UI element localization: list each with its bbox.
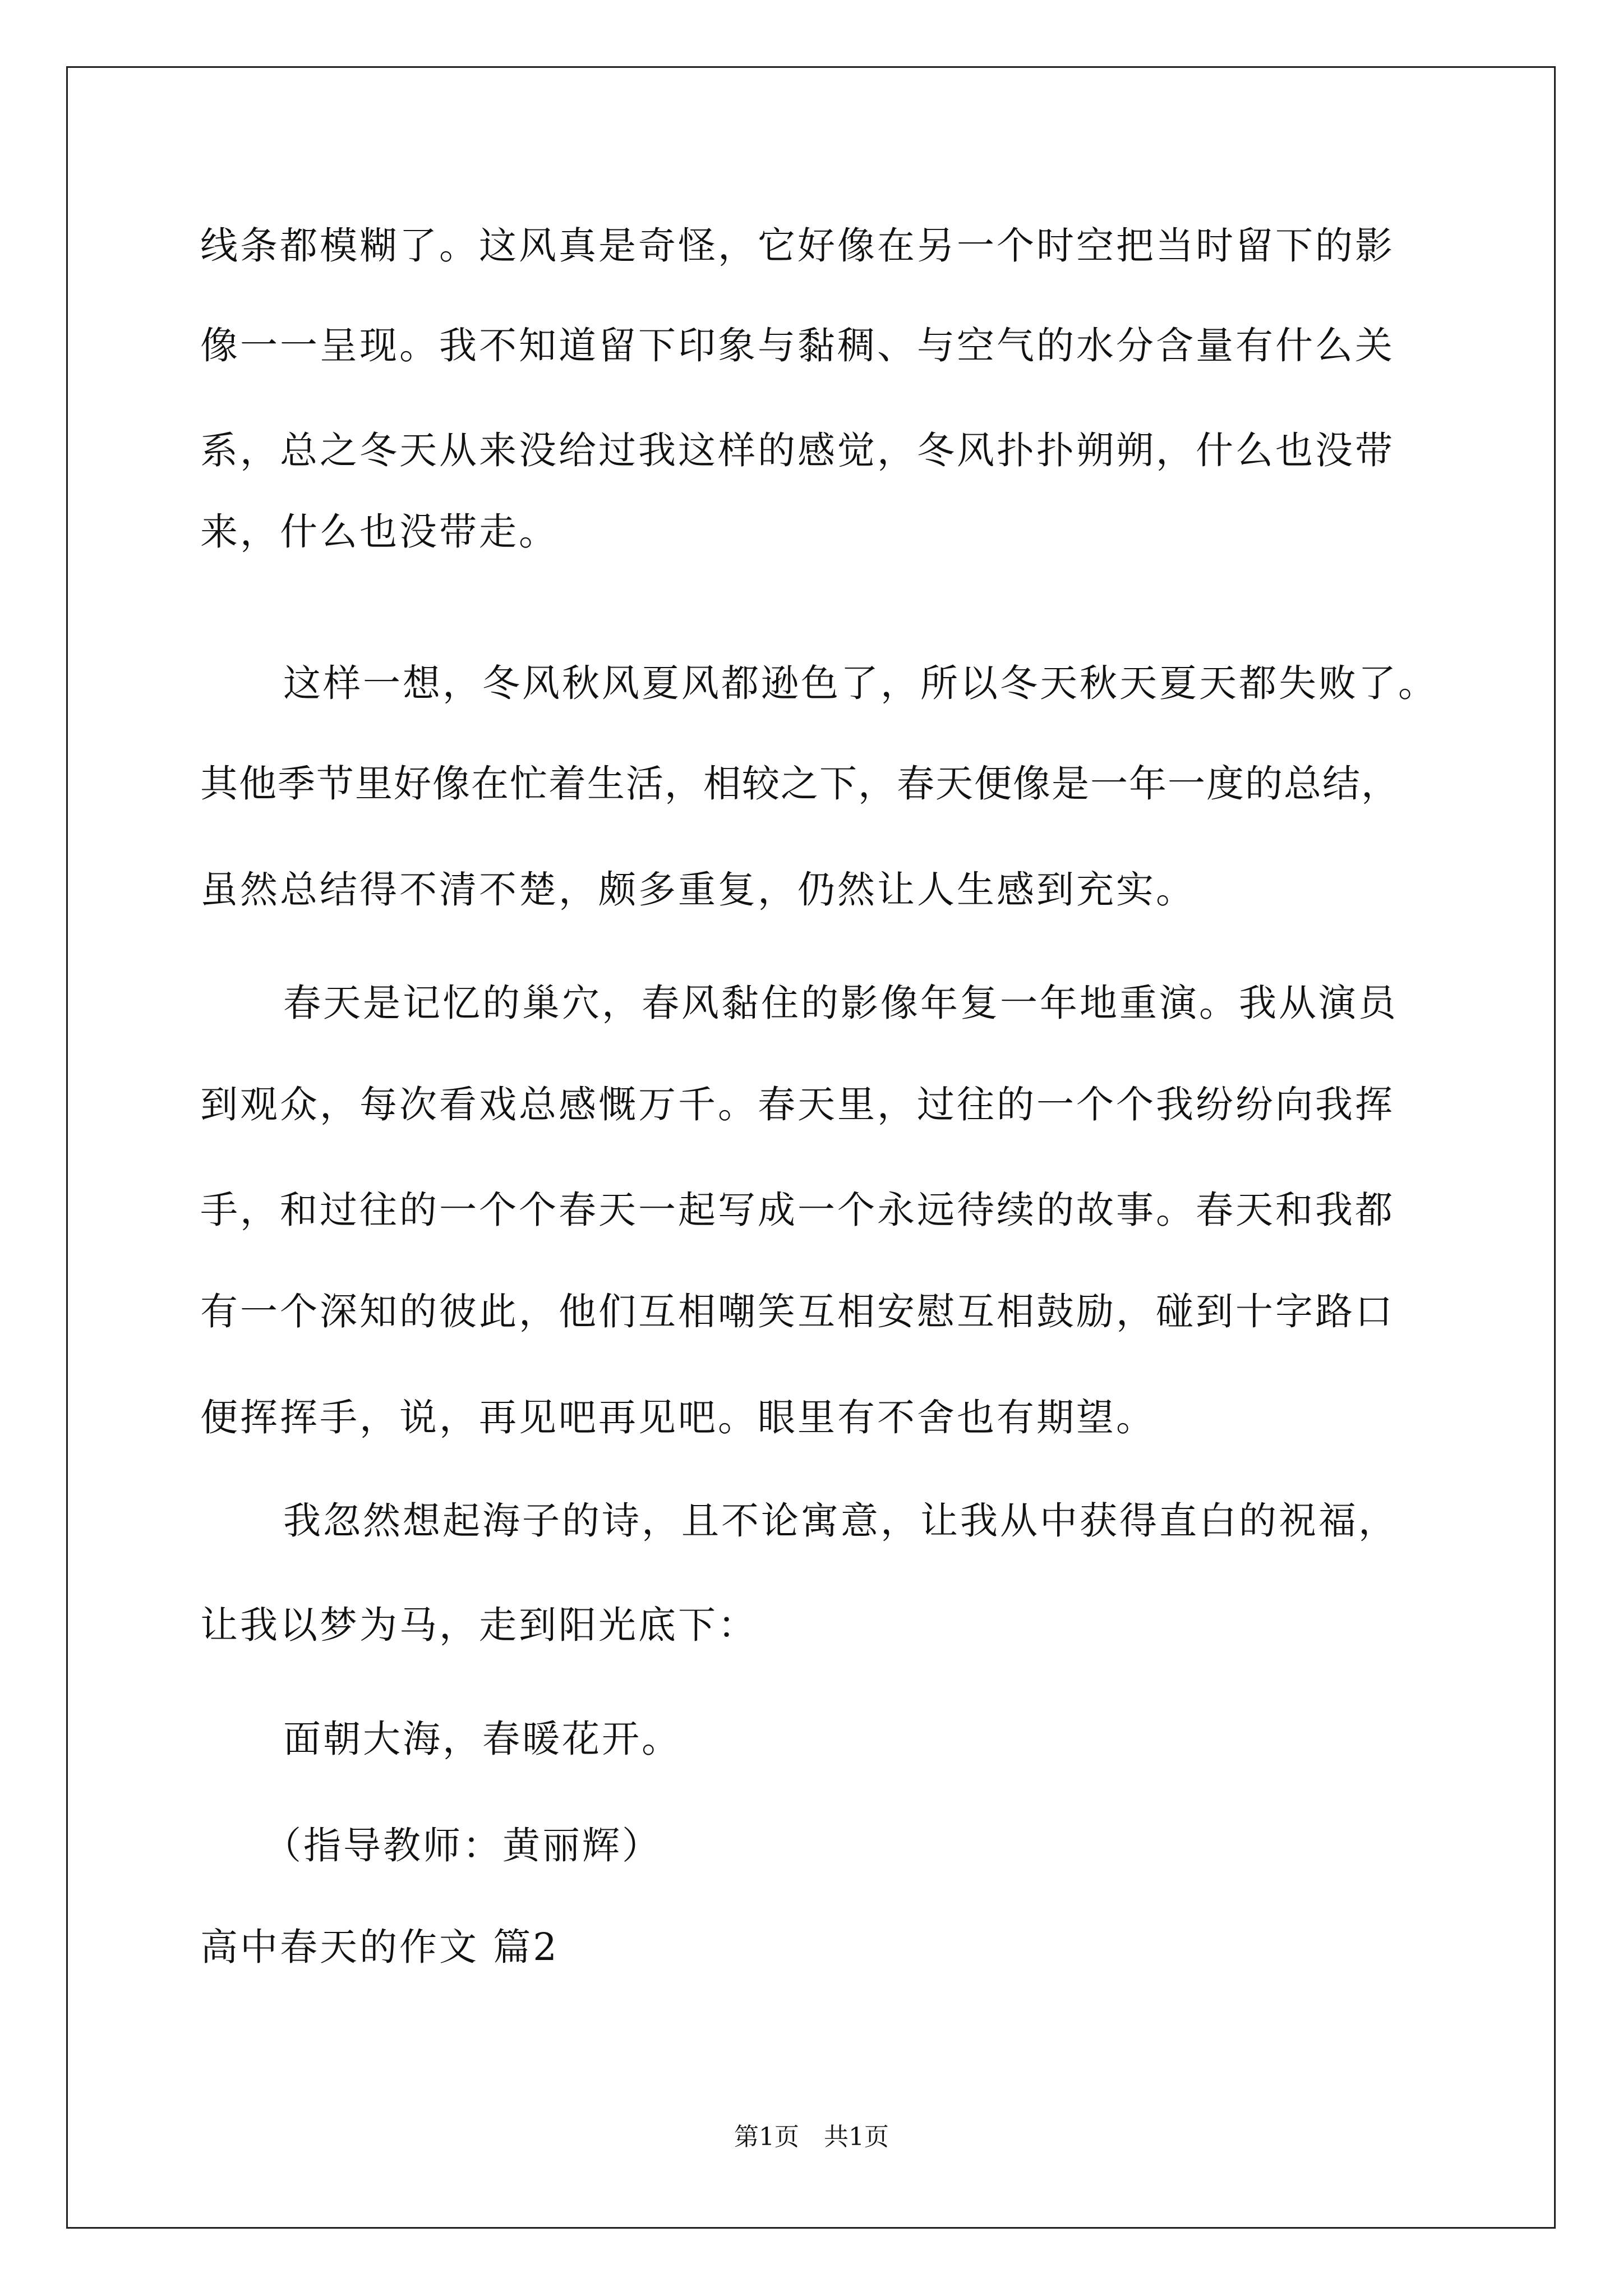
section-heading: 高中春天的作文 篇2: [200, 1925, 559, 1969]
paragraph-line: 线条都模糊了。这风真是奇怪，它好像在另一个时空把当时留下的影: [200, 224, 1395, 268]
page-number: 第1页: [734, 2123, 799, 2151]
paragraph-line: 其他季节里好像在忙着生活，相较之下，春天便像是一年一度的总结，: [200, 762, 1400, 806]
teacher-credit: （指导教师：黄丽辉）: [264, 1824, 662, 1867]
paragraph-line: 让我以梦为马，走到阳光底下：: [200, 1603, 758, 1647]
paragraph-line: 来，什么也没带走。: [200, 510, 559, 554]
paragraph-line: 便挥挥手，说，再见吧再见吧。眼里有不舍也有期望。: [200, 1396, 1156, 1439]
paragraph-line: 系，总之冬天从来没给过我这样的感觉，冬风扑扑朔朔，什么也没带: [200, 429, 1395, 472]
paragraph-line: 面朝大海，春暖花开。: [283, 1717, 681, 1761]
paragraph-line: 手，和过往的一个个春天一起写成一个永远待续的故事。春天和我都: [200, 1188, 1395, 1232]
paragraph-line: 像一一呈现。我不知道留下印象与黏稠、与空气的水分含量有什么关: [200, 324, 1395, 367]
paragraph-line: 春天是记忆的巢穴，春风黏住的影像年复一年地重演。我从演员: [283, 981, 1398, 1025]
paragraph-line: 这样一想，冬风秋风夏风都逊色了，所以冬天秋天夏天都失败了。: [283, 661, 1438, 705]
page-footer: [0, 2122, 1623, 2153]
page-count: 共1页: [824, 2123, 889, 2151]
paragraph-line: 有一个深知的彼此，他们互相嘲笑互相安慰互相鼓励，碰到十字路口: [200, 1290, 1395, 1333]
page-border: [66, 66, 1556, 2229]
paragraph-line: 我忽然想起海子的诗，且不论寓意，让我从中获得直白的祝福，: [283, 1499, 1398, 1543]
paragraph-line: 到观众，每次看戏总感慨万千。春天里，过往的一个个我纷纷向我挥: [200, 1083, 1395, 1126]
paragraph-line: 虽然总结得不清不楚，颇多重复，仍然让人生感到充实。: [200, 868, 1196, 912]
